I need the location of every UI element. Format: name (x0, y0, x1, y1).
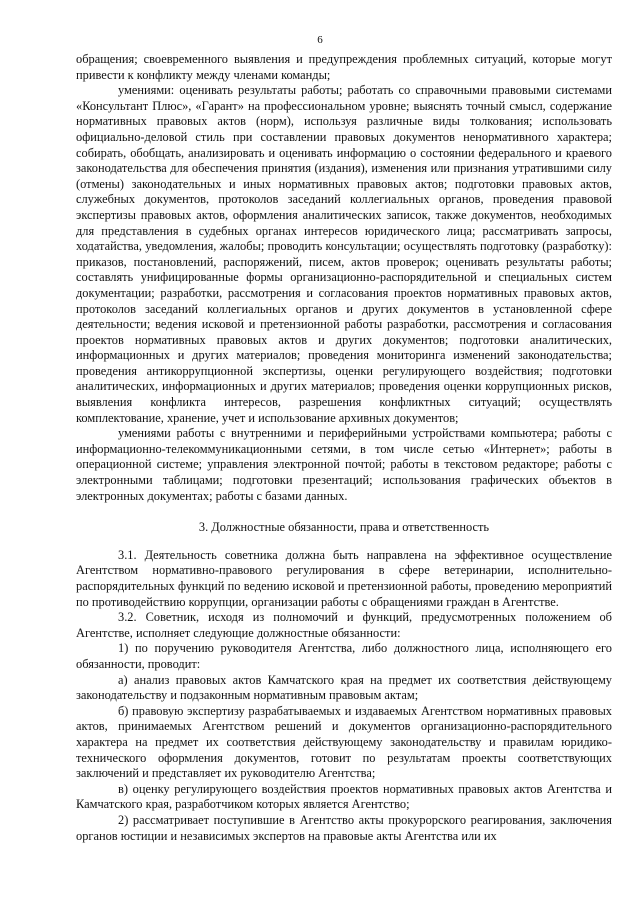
section-title: 3. Должностные обязанности, права и ответственность (198, 520, 490, 535)
paragraph: 3.1. Деятельность советника должна быть направлена на эффективное осуществление Агентством нормативно-правового регулирования в сфере ветеринарии, исполнительно-распорядительных функций по ведению исковой и претензионной работы, проведению мероприятий по противодействию коррупции, организации работы с обращениями граждан в Агентстве. (76, 547, 612, 609)
paragraph: умениями: оценивать результаты работы; работать со справочными правовыми системами «Консультант Плюс», «Гарант» на профессиональном уровне; выяснять точный смысл, содержание нормативных правовых актов (норм), используя различные виды толкования; использовать официально-деловой стиль при составлении правовых документов ненормативного характера; собирать, обобщать, анализировать и оценивать информацию о состоянии федерального и краевого законодательства для обеспечения принятия (издания), изменения или признания утратившими силу (отмены) законодательных и иных нормативных правовых актов; подготовки правовых актов, служебных документов, протоколов заседаний коллегиальных органов, проведения правовой экспертизы правовых актов, оформления аналитических записок, также документов, необходимых для представления в судебных органах интересов юридического лица; рассматривать запросы, ходатайства, уведомления, жалобы; проводить консультации; осуществлять подготовку (разработку): приказов, постановлений, распоряжений, писем, актов проверок; оценивать результаты работы; составлять унифицированные формы организационно-распорядительной и специальных систем документации; разработки, рассмотрения и согласования проектов нормативных правовых актов, протоколов заседаний коллегиальных органов и других документов в установленной сфере деятельности; ведения исковой и претензионной работы разработки, рассмотрения и согласования проектов нормативных правовых актов и других документов; подготовки аналитических, информационных и других материалов; проведения мониторинга изменений законодательства; проведения антикоррупционной экспертизы, оценки регулирующего воздействия; подготовки аналитических, информационных и других материалов; проведения оценки коррупционных рисков, выявления конфликта интересов, разрешения конфликтных ситуаций; осуществлять комплектование, хранение, учет и использование архивных документов; (76, 83, 612, 425)
paragraph: 2) рассматривает поступившие в Агентство акты прокурорского реагирования, заключения органов юстиции и независимых экспертов на правовые акты Агентства или их (76, 812, 612, 843)
paragraph: обращения; своевременного выявления и предупреждения проблемных ситуаций, которые могут привести к конфликту между членами команды; (76, 52, 612, 82)
paragraph: 3.2. Советник, исходя из полномочий и функций, предусмотренных положением об Агентстве, исполняет следующие должностные обязанности: (76, 610, 612, 640)
paragraph: б) правовую экспертизу разрабатываемых и издаваемых Агентством нормативных правовых актов, принимаемых Агентством решений и документов организационно-распорядительного характера на предмет их соответствия действующему законодательству и правилам юридико-технического оформления документов, готовит по результатам проекты соответствующих заключений и представляет их руководителю Агентства; (76, 703, 612, 781)
paragraph: 1) по поручению руководителя Агентства, либо должностного лица, исполняющего его обязанности, проводит: (76, 641, 612, 671)
paragraph: в) оценку регулирующего воздействия проектов нормативных правовых актов Агентства и Камчатского края, разработчиком которых является Агентство; (76, 781, 612, 812)
paragraph: умениями работы с внутренними и периферийными устройствами компьютера; работы с информационно-телекоммуникационными сетями, в том числе сетью «Интернет»; работы в операционной системе; управления электронной почтой; работы в текстовом редакторе; работы с электронными таблицами; подготовки презентаций; использования графических объектов в электронных документах; работы с базами данных. (76, 426, 612, 503)
page-number: 6 (317, 34, 323, 46)
document-body (76, 52, 612, 844)
paragraph: а) анализ правовых актов Камчатского края на предмет их соответствия действующему законодательству и подзаконным нормативным правовым актам; (76, 672, 612, 703)
